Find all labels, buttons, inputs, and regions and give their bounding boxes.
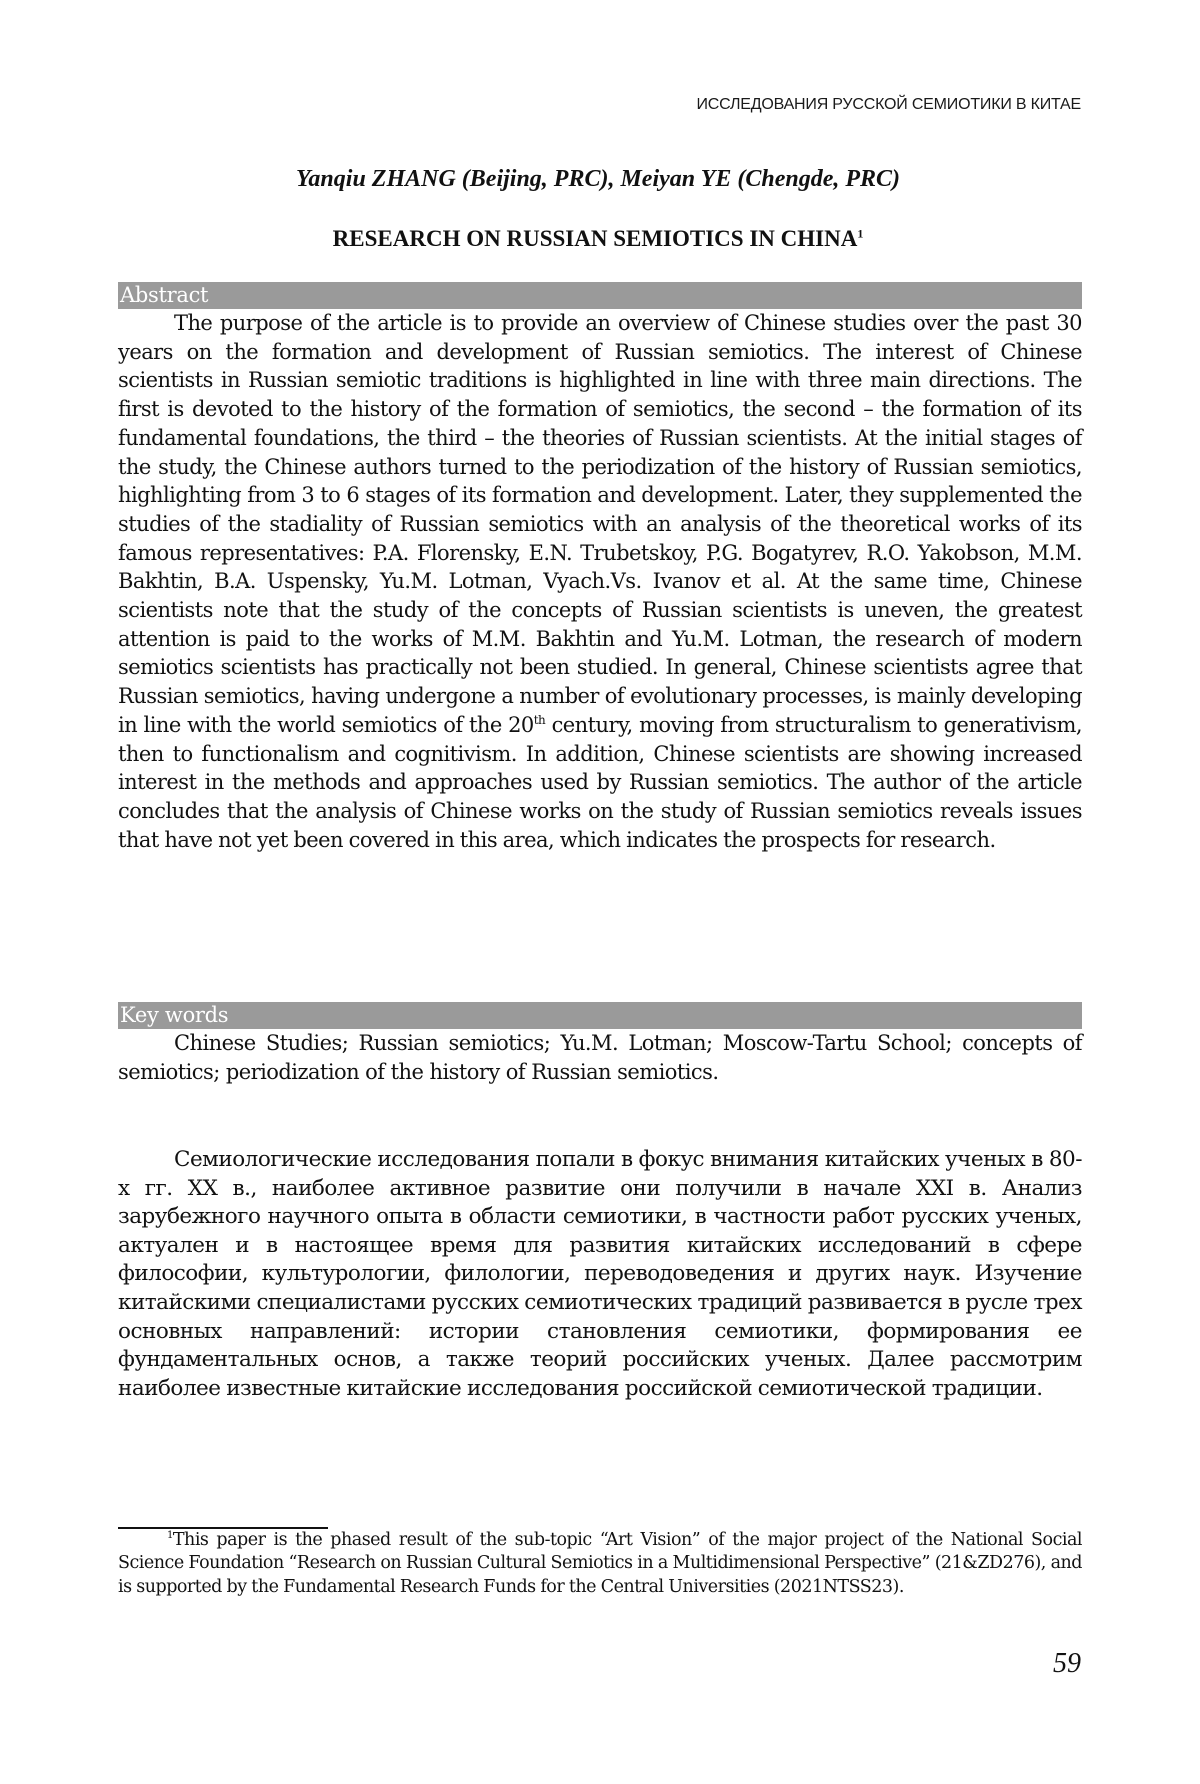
body-section [118, 1146, 1082, 1403]
abstract-superscript: th [533, 712, 546, 727]
abstract-text-part1: The purpose of the article is to provide an overview of Chinese studies over the past 30 years on the formation and development of Russian semiotics. The interest of Chinese scientists in Russian semiotic traditions is highlighted in line with three main directions. The first is devoted to the history of the formation of semiotics, the second – the formation of its fundamental foundations, the third – the theories of Russian scientists. At the initial stages of the study, the Chinese authors turned to the periodization of the history of Russian semiotics, highlighting from 3 to 6 stages of its formation and development. Later, they supplemented the studies of the stadiality of Russian semiotics with an analysis of the theoretical works of its famous representatives: P.A. Florensky, E.N. Trubetskoy, P.G. Bogatyrev, R.O. Yakobson, M.M. Bakhtin, B.A. Uspensky, Yu.M. Lotman, Vyach.Vs. Ivanov et al. At the same time, Chinese scientists note that the study of the concepts of Russian scientists is uneven, the greatest attention is paid to the works of M.M. Bakhtin and Yu.M. Lotman, the research of modern semiotics scientists has practically not been studied. In general, Chinese scientists agree that Russian semiotics, having undergone a number of evolutionary processes, is mainly developing in line with the world semiotics of the 20 [118, 311, 1082, 737]
footnote-text: This paper is the phased result of the sub-topic “Art Vision” of the major project of the National Social Science Foundation “Research on Russian Cultural Semiotics in a Multidimensional Perspective” (21&ZD276), and is supported by the Fundamental Research Funds for the Central Universities (2021NTSS23). [118, 1530, 1082, 1597]
abstract-text-part2: century, moving from structuralism to generativism, then to functionalism and cognitivism. In addition, Chinese scientists are showing increased interest in the methods and approaches used by Russian semiotics. The author of the article concludes that the analysis of Chinese works on the study of Russian semiotics reveals issues that have not yet been covered in this area, which indicates the prospects for research. [118, 712, 1083, 852]
article-title [118, 226, 1078, 252]
keywords-heading: Key words [118, 1002, 1082, 1029]
title-footnote-mark: 1 [857, 226, 864, 241]
page-number: 59 [1053, 1648, 1081, 1679]
article-title-text: RESEARCH ON RUSSIAN SEMIOTICS IN CHINA [332, 226, 858, 251]
abstract-text [118, 309, 1082, 854]
keywords-section [118, 1002, 1082, 1086]
abstract-section [118, 282, 1082, 854]
keywords-text: Chinese Studies; Russian semiotics; Yu.M. Lotman; Moscow-Tartu School; concepts of semiotics; periodization of the history of Russian semiotics. [118, 1031, 1082, 1084]
authors-line: Yanqiu ZHANG (Beijing, PRC), Meiyan YE (Chengde, PRC) [295, 166, 901, 192]
footnote [118, 1529, 1082, 1599]
body-paragraph: Семиологические исследования попали в фокус внимания китайских ученых в 80-х гг. XX в., наиболее активное развитие они получили в начале XXI в. Анализ зарубежного научного опыта в области семиотики, в частности работ русских ученых, актуален и в настоящее время для развития китайских исследований в сфере философии, культурологии, филологии, переводоведения и других наук. Изучение китайскими специалистами русских семиотических традиций развивается в русле трех основных направлений: истории становления семиотики, формирования ее фундаментальных основ, а также теорий российских ученых. Далее рассмотрим наиболее известные китайские исследования российской семиотической традиции. [118, 1147, 1082, 1401]
running-head: ИССЛЕДОВАНИЯ РУССКОЙ СЕМИОТИКИ В КИТАЕ [696, 96, 1081, 113]
footnote-mark: 1 [167, 1530, 173, 1542]
abstract-heading: Abstract [118, 282, 1082, 309]
